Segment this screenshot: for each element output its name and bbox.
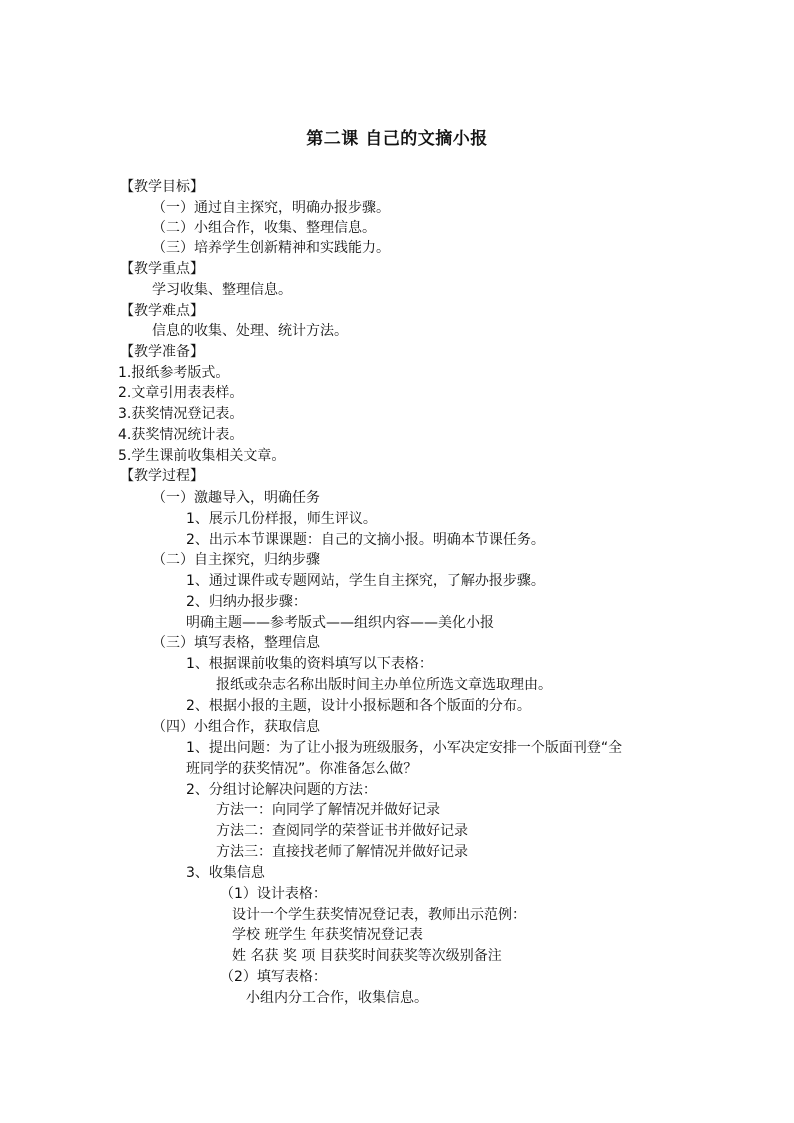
section-heading-process: 【教学过程】: [120, 468, 204, 484]
text-line: 4.获奖情况统计表。: [118, 427, 244, 443]
text-line: 设计一个学生获奖情况登记表，教师出示范例：: [232, 907, 526, 923]
text-line: （二）自主探究，归纳步骤: [152, 552, 320, 568]
text-line: 学习收集、整理信息。: [152, 282, 292, 298]
text-line: 学校 班学生 年获奖情况登记表: [232, 927, 423, 943]
section-heading-preparation: 【教学准备】: [120, 344, 204, 360]
text-line: 5.学生课前收集相关文章。: [118, 448, 286, 464]
text-line: 1、提出问题：为了让小报为班级服务，小军决定安排一个版面刊登“全: [186, 740, 623, 756]
text-line: 2.文章引用表表样。: [118, 385, 244, 401]
text-line: 报纸或杂志名称出版时间主办单位所选文章选取理由。: [216, 677, 552, 693]
text-line: 1、根据课前收集的资料填写以下表格：: [186, 656, 433, 672]
text-line: （2）填写表格：: [220, 969, 327, 985]
text-line: 姓 名获 奖 项 目获奖时间获奖等次级别备注: [232, 948, 502, 964]
section-heading-key-points: 【教学重点】: [120, 261, 204, 277]
text-line: 2、归纳办报步骤：: [186, 594, 307, 610]
text-line: 班同学的获奖情况”。你准备怎么做？: [186, 761, 418, 777]
section-heading-difficulties: 【教学难点】: [120, 303, 204, 319]
text-line: 1、展示几份样报，师生评议。: [186, 511, 377, 527]
text-line: 2、分组讨论解决问题的方法：: [186, 782, 377, 798]
text-line: （四）小组合作，获取信息: [152, 719, 320, 735]
section-heading-objectives: 【教学目标】: [120, 179, 204, 195]
text-line: （1）设计表格：: [220, 886, 327, 902]
text-line: 方法一：向同学了解情况并做好记录: [216, 802, 440, 818]
text-line: 1.报纸参考版式。: [118, 365, 230, 381]
text-line: （一）通过自主探究，明确办报步骤。: [152, 200, 390, 216]
text-line: 1、通过课件或专题网站，学生自主探究，了解办报步骤。: [186, 573, 545, 589]
text-line: （三）培养学生创新精神和实践能力。: [152, 240, 390, 256]
document-title: 第二课 自己的文摘小报: [306, 129, 488, 149]
text-line: 2、出示本节课课题：自己的文摘小报。明确本节课任务。: [186, 532, 545, 548]
text-line: 方法二：查阅同学的荣誉证书并做好记录: [216, 823, 468, 839]
text-line: 2、根据小报的主题，设计小报标题和各个版面的分布。: [186, 698, 531, 714]
text-line: 3.获奖情况登记表。: [118, 406, 244, 422]
text-line: 3、收集信息: [186, 865, 265, 881]
text-line: （三）填写表格，整理信息: [152, 635, 320, 651]
text-line: （一）激趣导入，明确任务: [152, 490, 320, 506]
text-line: 方法三：直接找老师了解情况并做好记录: [216, 844, 468, 860]
text-line: 明确主题——参考版式——组织内容——美化小报: [186, 615, 494, 631]
text-line: 信息的收集、处理、统计方法。: [152, 323, 348, 339]
text-line: （二）小组合作，收集、整理信息。: [152, 220, 376, 236]
text-line: 小组内分工合作，收集信息。: [246, 990, 428, 1006]
